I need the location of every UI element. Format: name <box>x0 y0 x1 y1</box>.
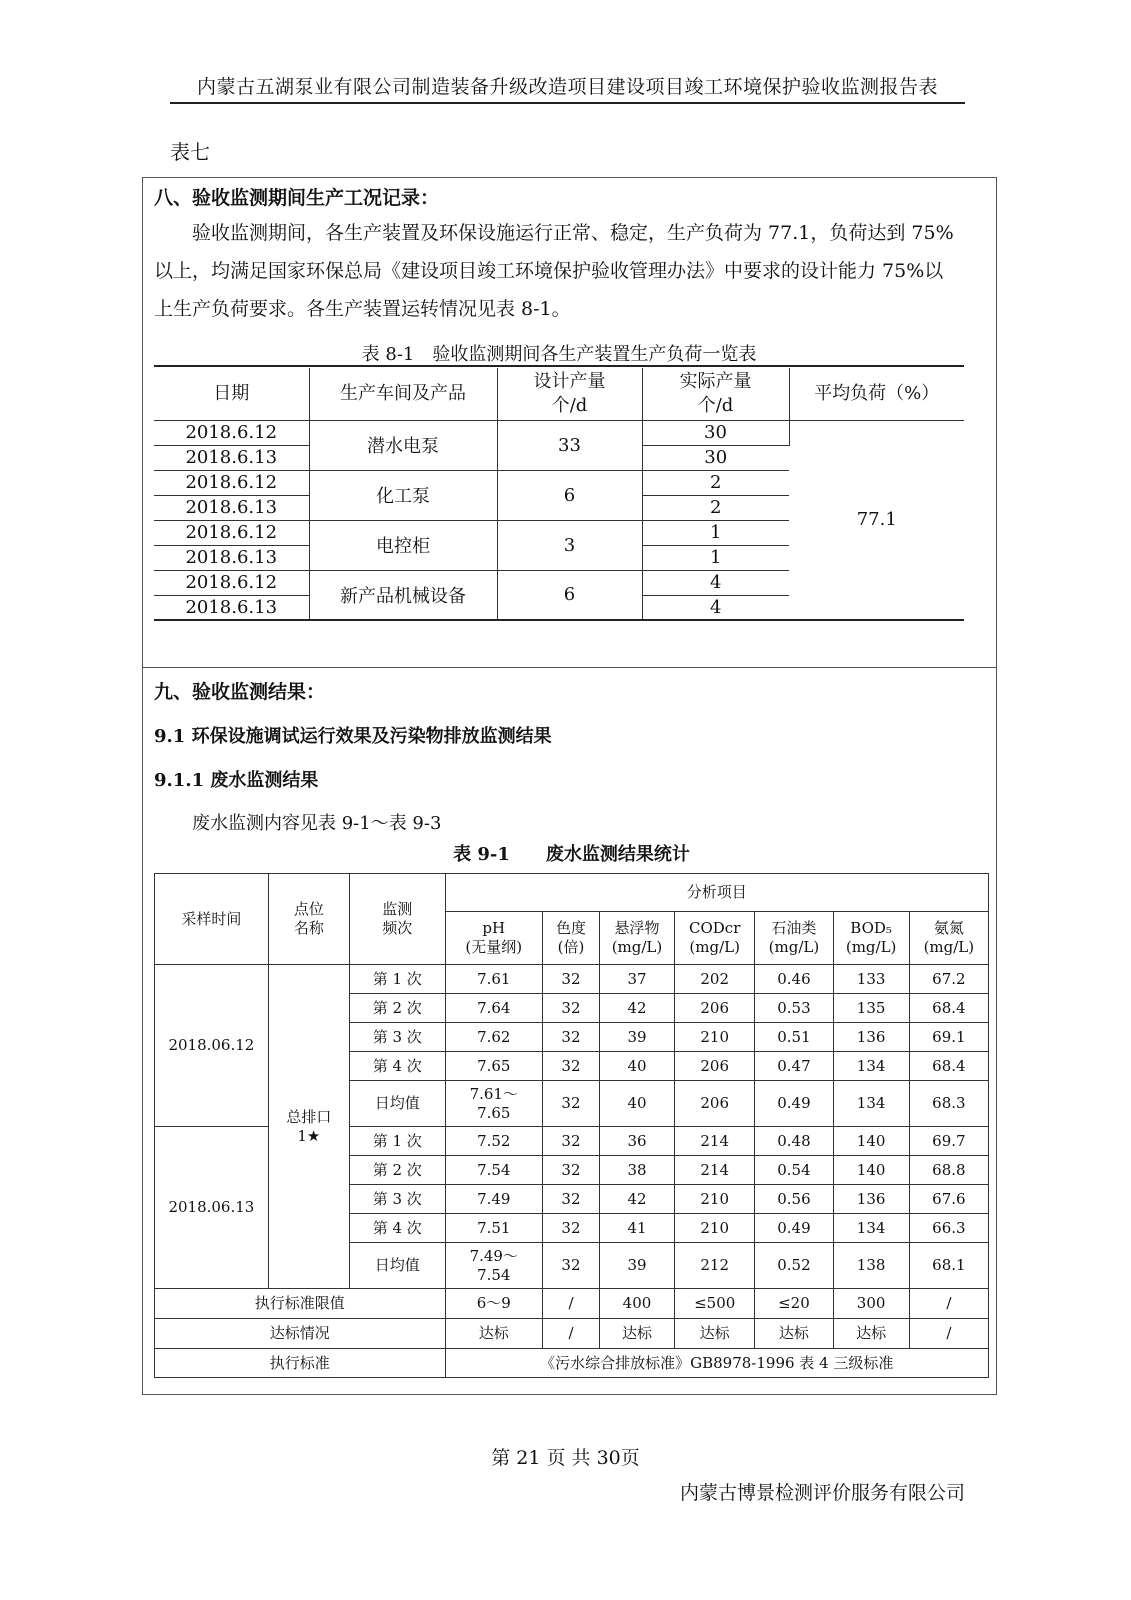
t91-cell: 7.52 <box>445 1127 543 1156</box>
t91-cell: 66.3 <box>909 1214 988 1243</box>
t81-date: 2018.6.12 <box>154 570 309 595</box>
t91-cell: 136 <box>833 1023 909 1052</box>
t91-cell: 7.49～ 7.54 <box>445 1243 543 1289</box>
t91-cell: 40 <box>599 1081 674 1127</box>
t91-status: 达标 <box>599 1319 674 1349</box>
t91-cell: 39 <box>599 1023 674 1052</box>
t91-cell: 0.53 <box>755 994 833 1023</box>
t91-cell: 140 <box>833 1156 909 1185</box>
t91-data-body <box>155 965 989 1289</box>
t91-cell: 41 <box>599 1214 674 1243</box>
section9-heading: 九、验收监测结果： <box>154 681 326 703</box>
t91-limit: 400 <box>599 1289 674 1319</box>
t91-cell: 0.51 <box>755 1023 833 1052</box>
t81-h-avg: 平均负荷（%） <box>789 368 964 420</box>
t91-cell: 134 <box>833 1214 909 1243</box>
t81-actual: 4 <box>642 595 789 620</box>
t91-cell: 206 <box>675 1081 755 1127</box>
t81-design: 6 <box>497 470 642 520</box>
t81-date: 2018.6.13 <box>154 545 309 570</box>
header-rule <box>170 102 965 104</box>
section8-line-1: 验收监测期间，各生产装置及环保设施运行正常、稳定，生产负荷为 77.1，负荷达到 75% <box>192 222 954 244</box>
t91-freq: 第 4 次 <box>350 1052 445 1081</box>
t91-std-label: 执行标准 <box>155 1349 446 1378</box>
t91-status: 达标 <box>755 1319 833 1349</box>
t91-limit: ≤20 <box>755 1289 833 1319</box>
t81-h-actual: 实际产量 个/d <box>642 368 789 420</box>
t91-cell: 0.52 <box>755 1243 833 1289</box>
t91-freq: 第 3 次 <box>350 1185 445 1214</box>
t91-col-bod: BOD₅ (mg/L) <box>833 912 909 965</box>
t81-actual: 4 <box>642 570 789 595</box>
t91-col-color: 色度 (倍) <box>543 912 600 965</box>
t91-cell: 135 <box>833 994 909 1023</box>
t81-date: 2018.6.12 <box>154 520 309 545</box>
t81-h-design: 设计产量 个/d <box>497 368 642 420</box>
t81-actual: 1 <box>642 545 789 570</box>
t81-product: 电控柜 <box>309 520 497 570</box>
t91-cell: 39 <box>599 1243 674 1289</box>
t91-cell: 214 <box>675 1127 755 1156</box>
t91-cell: 40 <box>599 1052 674 1081</box>
t91-limit-label: 执行标准限值 <box>155 1289 446 1319</box>
document-header: 内蒙古五湖泵业有限公司制造装备升级改造项目建设项目竣工环境保护验收监测报告表 <box>196 76 938 98</box>
t91-h-time: 采样时间 <box>155 874 269 965</box>
table-9-1 <box>154 873 989 1378</box>
section8-paragraph <box>154 214 982 328</box>
t91-std-text: 《污水综合排放标准》GB8978-1996 表 4 三级标准 <box>445 1349 988 1378</box>
t91-freq: 第 1 次 <box>350 965 445 994</box>
frame-divider <box>142 667 997 668</box>
t91-cell: 42 <box>599 1185 674 1214</box>
t81-date: 2018.6.12 <box>154 420 309 445</box>
t91-cell: 32 <box>543 1023 600 1052</box>
table81-caption: 表 8-1 验收监测期间各生产装置生产负荷一览表 <box>361 344 757 365</box>
t91-status-label: 达标情况 <box>155 1319 446 1349</box>
t91-cell: 7.54 <box>445 1156 543 1185</box>
t91-cell: 7.62 <box>445 1023 543 1052</box>
t91-cell: 32 <box>543 1156 600 1185</box>
t91-cell: 7.61～ 7.65 <box>445 1081 543 1127</box>
t91-cell: 37 <box>599 965 674 994</box>
t91-cell: 0.47 <box>755 1052 833 1081</box>
t81-avg-load: 77.1 <box>789 420 964 620</box>
t91-cell: 0.48 <box>755 1127 833 1156</box>
t91-freq: 日均值 <box>350 1081 445 1127</box>
t91-cell: 140 <box>833 1127 909 1156</box>
t91-cell: 32 <box>543 1214 600 1243</box>
t91-cell: 138 <box>833 1243 909 1289</box>
t91-cell: 0.54 <box>755 1156 833 1185</box>
t91-status: 达标 <box>445 1319 543 1349</box>
t91-cell: 32 <box>543 965 600 994</box>
table-row <box>155 965 989 994</box>
t91-freq: 第 2 次 <box>350 994 445 1023</box>
section8-line-2: 以上，均满足国家环保总局《建设项目竣工环境保护验收管理办法》中要求的设计能力 75%以 <box>154 260 944 282</box>
t91-h-site: 点位 名称 <box>268 874 349 965</box>
t81-product: 新产品机械设备 <box>309 570 497 620</box>
t91-status: 达标 <box>675 1319 755 1349</box>
t91-cell: 69.7 <box>909 1127 988 1156</box>
t91-limit: 300 <box>833 1289 909 1319</box>
t91-limit: 6～9 <box>445 1289 543 1319</box>
t91-cell: 206 <box>675 1052 755 1081</box>
t81-actual: 1 <box>642 520 789 545</box>
t81-product: 化工泵 <box>309 470 497 520</box>
t91-cell: 32 <box>543 1243 600 1289</box>
section9-intro: 废水监测内容见表 9-1～表 9-3 <box>192 813 442 834</box>
t91-col-ss: 悬浮物 (mg/L) <box>599 912 674 965</box>
company-name: 内蒙古博景检测评价服务有限公司 <box>679 1482 965 1504</box>
t91-cell: 42 <box>599 994 674 1023</box>
t91-col-cod: CODcr (mg/L) <box>675 912 755 965</box>
t91-cell: 32 <box>543 1052 600 1081</box>
t91-h-analysis: 分析项目 <box>445 874 988 912</box>
t91-cell: 0.49 <box>755 1081 833 1127</box>
t91-col-nh3: 氨氮 (mg/L) <box>909 912 988 965</box>
t91-limit: ≤500 <box>675 1289 755 1319</box>
t81-date: 2018.6.12 <box>154 470 309 495</box>
t91-status: / <box>909 1319 988 1349</box>
t91-cell: 136 <box>833 1185 909 1214</box>
t91-cell: 67.6 <box>909 1185 988 1214</box>
t91-cell: 7.61 <box>445 965 543 994</box>
t91-cell: 32 <box>543 1127 600 1156</box>
page-number: 第 21 页 共 30页 <box>491 1447 640 1469</box>
section9-sub1: 9.1 环保设施调试运行效果及污染物排放监测结果 <box>154 726 552 747</box>
t81-h-date: 日期 <box>154 368 309 420</box>
t81-actual: 30 <box>642 445 789 470</box>
section8-heading: 八、验收监测期间生产工况记录： <box>154 187 440 209</box>
t91-limit: / <box>909 1289 988 1319</box>
t91-cell: 32 <box>543 1081 600 1127</box>
t91-cell: 68.1 <box>909 1243 988 1289</box>
t91-cell: 32 <box>543 994 600 1023</box>
t91-cell: 68.8 <box>909 1156 988 1185</box>
t91-status: / <box>543 1319 600 1349</box>
t91-freq: 第 4 次 <box>350 1214 445 1243</box>
section8-line-3: 上生产负荷要求。各生产装置运转情况见表 8-1。 <box>154 298 571 320</box>
t81-h-workshop: 生产车间及产品 <box>309 368 497 420</box>
t91-cell: 210 <box>675 1023 755 1052</box>
t81-design: 33 <box>497 420 642 470</box>
t81-actual: 2 <box>642 495 789 520</box>
t91-cell: 36 <box>599 1127 674 1156</box>
t91-cell: 7.64 <box>445 994 543 1023</box>
t91-cell: 212 <box>675 1243 755 1289</box>
t81-product: 潜水电泵 <box>309 420 497 470</box>
t91-limit: / <box>543 1289 600 1319</box>
t91-cell: 32 <box>543 1185 600 1214</box>
t91-freq: 第 3 次 <box>350 1023 445 1052</box>
table-8-1 <box>154 368 964 621</box>
t91-cell: 133 <box>833 965 909 994</box>
t91-cell: 7.49 <box>445 1185 543 1214</box>
t91-cell: 214 <box>675 1156 755 1185</box>
t81-actual: 30 <box>642 420 789 445</box>
t81-design: 6 <box>497 570 642 620</box>
t81-design: 3 <box>497 520 642 570</box>
t91-cell: 134 <box>833 1052 909 1081</box>
table91-caption: 表 9-1 废水监测结果统计 <box>453 844 690 865</box>
t91-cell: 7.51 <box>445 1214 543 1243</box>
t91-cell: 67.2 <box>909 965 988 994</box>
t91-date: 2018.06.13 <box>155 1127 269 1289</box>
t91-freq: 第 1 次 <box>350 1127 445 1156</box>
t91-cell: 0.46 <box>755 965 833 994</box>
t91-cell: 68.4 <box>909 994 988 1023</box>
t91-cell: 68.3 <box>909 1081 988 1127</box>
table81-top-rule <box>154 365 964 367</box>
t91-cell: 0.49 <box>755 1214 833 1243</box>
t91-status: 达标 <box>833 1319 909 1349</box>
t91-freq: 第 2 次 <box>350 1156 445 1185</box>
t91-h-freq: 监测 频次 <box>350 874 445 965</box>
t91-site: 总排口 1★ <box>268 965 349 1289</box>
t81-date: 2018.6.13 <box>154 595 309 620</box>
t91-cell: 38 <box>599 1156 674 1185</box>
t81-date: 2018.6.13 <box>154 445 309 470</box>
t91-cell: 69.1 <box>909 1023 988 1052</box>
t91-cell: 68.4 <box>909 1052 988 1081</box>
t91-cell: 202 <box>675 965 755 994</box>
section9-sub2: 9.1.1 废水监测结果 <box>154 770 319 791</box>
t81-actual: 2 <box>642 470 789 495</box>
t91-cell: 210 <box>675 1185 755 1214</box>
table-number: 表七 <box>170 140 210 164</box>
t91-cell: 206 <box>675 994 755 1023</box>
t91-col-oil: 石油类 (mg/L) <box>755 912 833 965</box>
t91-col-ph: pH (无量纲) <box>445 912 543 965</box>
t91-cell: 7.65 <box>445 1052 543 1081</box>
t81-date: 2018.6.13 <box>154 495 309 520</box>
t91-freq: 日均值 <box>350 1243 445 1289</box>
t91-cell: 0.56 <box>755 1185 833 1214</box>
t91-cell: 210 <box>675 1214 755 1243</box>
t91-cell: 134 <box>833 1081 909 1127</box>
t91-date: 2018.06.12 <box>155 965 269 1127</box>
